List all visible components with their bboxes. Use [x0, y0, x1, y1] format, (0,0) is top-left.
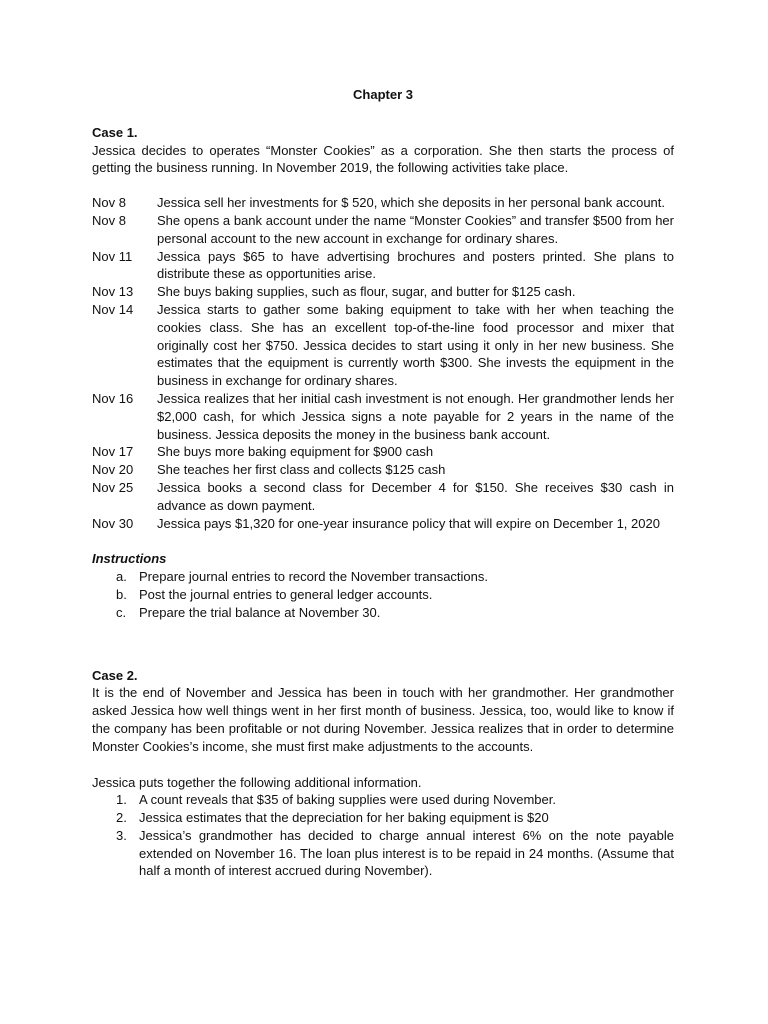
- transaction-row: [92, 212, 674, 248]
- transaction-text: She buys more baking equipment for $900 cash: [157, 444, 434, 460]
- transaction-row: [92, 461, 674, 479]
- case2-info-intro: Jessica puts together the following additional information.: [92, 774, 422, 790]
- instructions-list: [92, 568, 674, 621]
- transaction-text: Jessica realizes that her initial cash investment is not enough. Her grandmother lends her $2,000 cash, for which Jessica signs a note payable for 2 years in the name of the business. Jessica deposits the money in the business bank account.: [157, 390, 674, 442]
- chapter-title: Chapter 3: [353, 87, 413, 102]
- paragraph-spacer: [92, 756, 674, 774]
- section-spacer: [92, 622, 674, 667]
- transaction-row: [92, 479, 674, 515]
- instruction-marker: a.: [116, 569, 127, 585]
- instruction-text: Prepare the trial balance at November 30.: [139, 604, 381, 620]
- instruction-marker: b.: [116, 586, 127, 602]
- info-item: [92, 809, 674, 827]
- info-text: A count reveals that $35 of baking supplies were used during November.: [139, 792, 556, 808]
- info-marker: 3.: [116, 827, 127, 843]
- info-marker: 1.: [116, 792, 127, 808]
- case2-heading: Case 2.: [92, 667, 138, 683]
- transaction-date: Nov 11: [92, 248, 133, 264]
- transaction-row: [92, 301, 674, 390]
- transaction-text: She opens a bank account under the name “Monster Cookies” and transfer $500 from her personal account to the new account in exchange for ordinary shares.: [157, 212, 674, 246]
- instruction-item: [92, 586, 674, 604]
- transaction-row: [92, 194, 674, 212]
- info-marker: 2.: [116, 810, 127, 826]
- case1-heading: Case 1.: [92, 124, 138, 140]
- transaction-text: Jessica starts to gather some baking equipment to take with her when teaching the cookies class. She has an excellent top-of-the-line food processor and mixer that originally cost her $750. Jessica decides to start using it only in her new business. She estimates that the equipment is currently worth $300. She invests the equipment in the business in exchange for ordinary shares.: [157, 301, 674, 389]
- transaction-row: [92, 443, 674, 461]
- case1-intro: Jessica decides to operates “Monster Cookies” as a corporation. She then starts the process of getting the business running. In November 2019, the following activities take place.: [92, 142, 674, 176]
- instructions-heading: Instructions: [92, 551, 167, 567]
- transaction-date: Nov 16: [92, 390, 134, 406]
- transaction-date: Nov 8: [92, 195, 126, 211]
- instruction-item: [92, 604, 674, 622]
- transaction-date: Nov 14: [92, 301, 134, 317]
- instruction-text: Prepare journal entries to record the November transactions.: [139, 569, 489, 585]
- transaction-list: [92, 194, 674, 532]
- transaction-date: Nov 17: [92, 444, 134, 460]
- transaction-text: Jessica sell her investments for $ 520, which she deposits in her personal bank account.: [157, 195, 665, 211]
- transaction-text: Jessica pays $1,320 for one-year insurance policy that will expire on December 1, 2020: [157, 515, 660, 531]
- info-list: [92, 791, 674, 880]
- transaction-row: [92, 390, 674, 443]
- info-item: [92, 827, 674, 880]
- info-item: [92, 791, 674, 809]
- transaction-row: [92, 283, 674, 301]
- transaction-text: She teaches her first class and collects $125 cash: [157, 462, 446, 478]
- document-page: [92, 86, 674, 880]
- transaction-text: She buys baking supplies, such as flour, sugar, and butter for $125 cash.: [157, 284, 576, 300]
- info-text: Jessica’s grandmother has decided to charge annual interest 6% on the note payable extended on November 16. The loan plus interest is to be repaid in 24 months. (Assume that half a month of interest accrued during November).: [139, 827, 674, 879]
- instruction-text: Post the journal entries to general ledger accounts.: [139, 586, 433, 602]
- instruction-marker: c.: [116, 604, 127, 620]
- transaction-date: Nov 30: [92, 515, 134, 531]
- transaction-date: Nov 25: [92, 479, 134, 495]
- info-text: Jessica estimates that the depreciation for her baking equipment is $20: [139, 810, 549, 826]
- transaction-text: Jessica pays $65 to have advertising brochures and posters printed. She plans to distribute these as opportunities arise.: [157, 248, 674, 282]
- instruction-item: [92, 568, 674, 586]
- case2-intro: It is the end of November and Jessica has been in touch with her grandmother. Her grandmother asked Jessica how well things went in her first month of business. Jessica, too, would like to know if the company has been profitable or not during November. Jessica realizes that in order to determine Monster Cookies’s income, she must first make adjustments to the accounts.: [92, 685, 674, 754]
- transaction-date: Nov 13: [92, 284, 134, 300]
- transaction-date: Nov 20: [92, 462, 134, 478]
- transaction-row: [92, 248, 674, 284]
- transaction-row: [92, 515, 674, 533]
- transaction-date: Nov 8: [92, 212, 126, 228]
- transaction-text: Jessica books a second class for December 4 for $150. She receives $30 cash in advance as down payment.: [157, 479, 674, 513]
